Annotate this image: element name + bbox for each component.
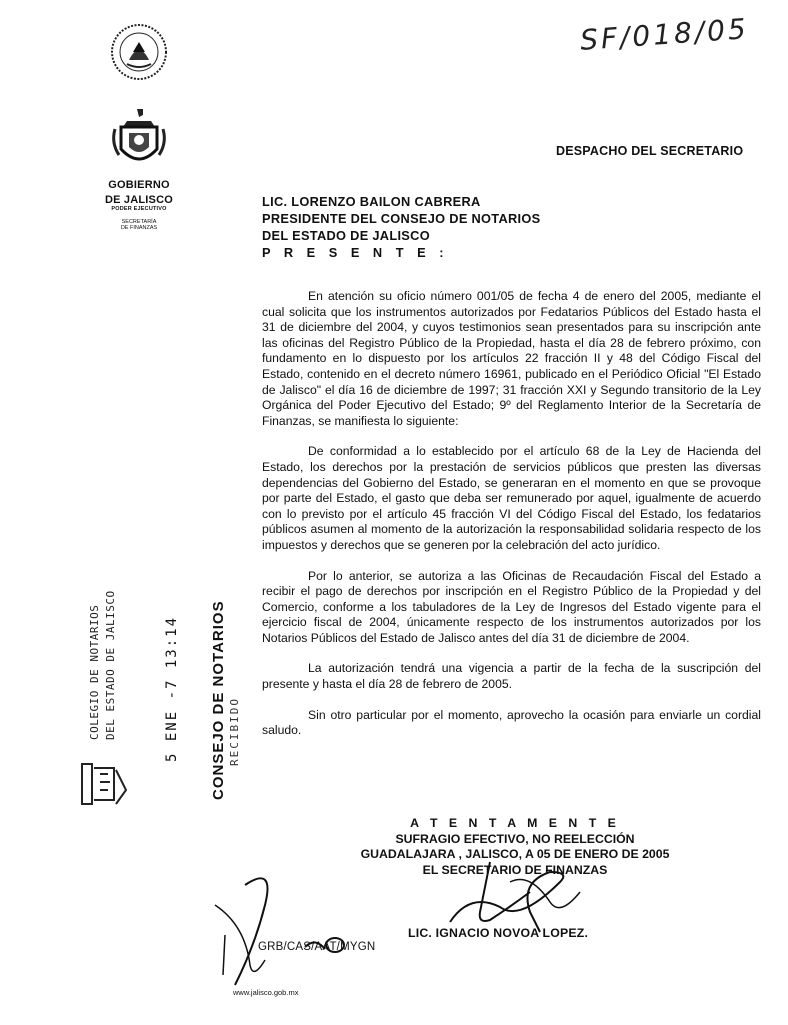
website-footer: www.jalisco.gob.mx [233, 988, 299, 997]
letterhead-logo [98, 22, 180, 231]
stamp-college-line2: DEL ESTADO DE JALISCO [104, 590, 117, 740]
gov-name-line2: DE JALISCO [104, 194, 173, 206]
addressee-title: PRESIDENTE DEL CONSEJO DE NOTARIOS [262, 211, 541, 226]
stamp-council: CONSEJO DE NOTARIOS [210, 600, 227, 800]
gov-dept-line2: DE FINANZAS [120, 225, 158, 231]
stamp-received: RECIBIDO [228, 697, 241, 766]
notary-college-logo-icon [80, 760, 130, 808]
closing-place-date: GUADALAJARA , JALISCO, A 05 DE ENERO DE 2005 [360, 847, 670, 861]
stamp-college-line1: COLEGIO DE NOTARIOS [88, 604, 101, 740]
body-paragraph-4: La autorización tendrá una vigencia a partir de la fecha de la suscripción del presente y hasta el día 28 de febrero de 2005. [262, 661, 761, 692]
addressee-org: DEL ESTADO DE JALISCO [262, 228, 430, 243]
gov-power: PODER EJECUTIVO [111, 206, 167, 212]
jalisco-crest-icon [109, 107, 169, 171]
stamp-date: 5 ENE -7 13:14 [164, 615, 180, 762]
office-heading: DESPACHO DEL SECRETARIO [556, 144, 744, 158]
addressee-name: LIC. LORENZO BAILON CABRERA [262, 194, 481, 209]
initials-reference: GRB/CAS/AAT/MYGN [258, 941, 376, 953]
closing-motto: SUFRAGIO EFECTIVO, NO REELECCIÓN [395, 831, 635, 846]
letter-body [262, 289, 761, 754]
body-paragraph-3: Por lo anterior, se autoriza a las Oficinas de Recaudación Fiscal del Estado a recibir el pago de derechos por inscripción en el Registro Público de la Propiedad y del Comercio, conforme a los tabuladores de la Ley de Ingresos del Estado vigente para el ejercicio fiscal de 2004, únicamente respecto de los instrumentos autorizados por los Notarios Públicos del Estado de Jalisco antes del día 31 de diciembre de 2004. [262, 568, 761, 645]
initials-signature-icon [205, 865, 365, 995]
body-paragraph-2: De conformidad a lo establecido por el artículo 68 de la Ley de Hacienda del Estado, los derechos por la prestación de servicios públicos que presten las diversas dependencias del Gobierno del Estado, se generaran en el momento en que se provoque por parte del Estado, el gasto que deba ser remunerado por aquel, igualmente de acuerdo con lo previsto por el artículo 45 fracción VI del Código Fiscal del Estado, los fedatarios públicos asumen al momento de la autorización la responsabilidad solidaria respecto de los impuestos y derechos que se generen por la celebración del acto jurídico. [262, 444, 761, 552]
closing-position: EL SECRETARIO DE FINANZAS [422, 862, 608, 877]
closing-salutation: A T E N T A M E N T E [410, 816, 620, 830]
mexico-seal-icon [109, 22, 169, 82]
body-paragraph-5: Sin otro particular por el momento, aprovecho la ocasión para enviarle un cordial saludo. [262, 707, 761, 738]
reference-number: SF/018/05 [579, 12, 750, 57]
gov-dept-line1: SECRETARÍA [121, 219, 157, 225]
addressee-block [262, 193, 541, 261]
signer-name: LIC. IGNACIO NOVOA LOPEZ. [408, 926, 589, 940]
gov-name-line1: GOBIERNO [108, 179, 170, 191]
body-paragraph-1: En atención su oficio número 001/05 de fecha 4 de enero del 2005, mediante el cual solicita que los instrumentos autorizados por Fedatarios Públicos del Estado hasta el 31 de diciembre del 2004, y cuyos testimonios sean presentados para su inscripción ante las oficinas del Registro Público de la Propiedad, hasta el día 28 de febrero próximo, con fundamento en lo dispuesto por los artículos 22 fracción II y 48 del Código Fiscal del Estado, contenido en el decreto número 16961, publicado en el Periódico Oficial "El Estado de Jalisco" el día 16 de diciembre de 1997; 31 fracción XXI y Segundo transitorio de la Ley Orgánica del Poder Ejecutivo del Estado; 9º del Reglamento Interior de la Secretaría de Finanzas, se manifiesta lo siguiente: [262, 289, 761, 428]
addressee-present: P R E S E N T E : [262, 245, 449, 260]
